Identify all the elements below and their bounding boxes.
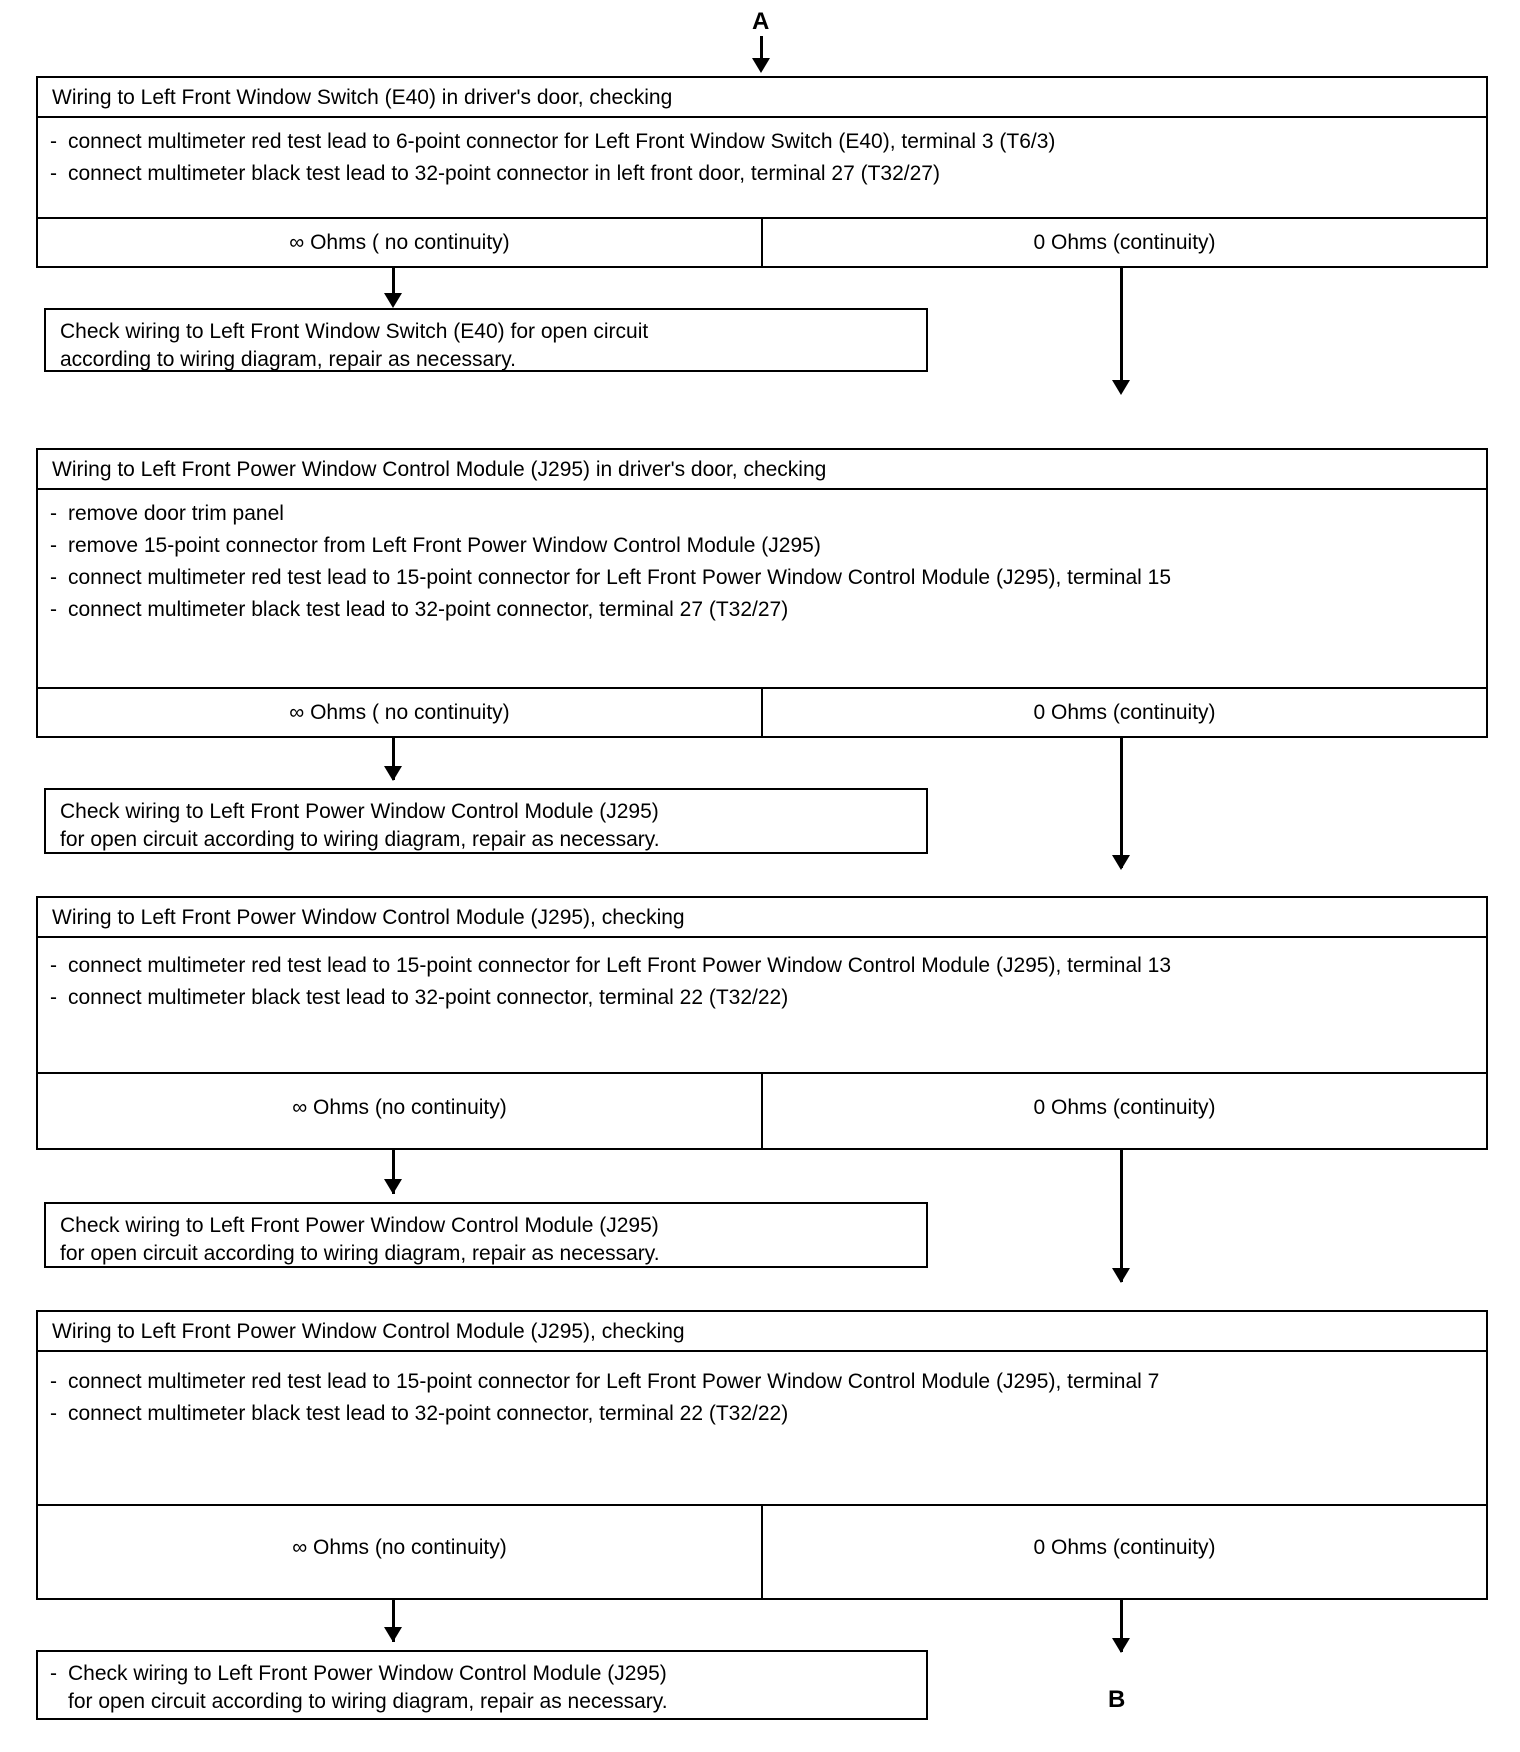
- node-control-module-7-check: [36, 1310, 1488, 1600]
- node8-bullet-2: for open circuit according to wiring diagram, repair as necessary.: [68, 1689, 668, 1713]
- node3-bullet-3: - connect multimeter red test lead to 15-point connector for Left Front Power Window Control Module (J295), terminal 15: [50, 564, 1476, 592]
- arrowhead-node7-left: [384, 1627, 402, 1642]
- node-window-switch-check: [36, 76, 1488, 268]
- node7-results: [38, 1504, 1486, 1598]
- arrowhead-a-to-node1: [752, 58, 770, 73]
- node1-bullet-2: - connect multimeter black test lead to 32-point connector in left front door, terminal 27 (T32/27): [50, 160, 1476, 188]
- connector-node1-right-to-node3: [1120, 268, 1123, 388]
- arrowhead-node7-right: [1112, 1638, 1130, 1653]
- bullet-dash-icon: -: [50, 986, 57, 1010]
- connector-node3-right-to-node5: [1120, 738, 1123, 868]
- node-check-wiring-switch: [44, 308, 928, 372]
- node3-body: [38, 490, 1486, 636]
- node3-header: Wiring to Left Front Power Window Control Module (J295) in driver's door, checking: [38, 450, 1486, 490]
- node1-header: Wiring to Left Front Window Switch (E40) in driver's door, checking: [38, 78, 1486, 118]
- node7-header: Wiring to Left Front Power Window Control Module (J295), checking: [38, 1312, 1486, 1352]
- bullet-dash-icon: -: [50, 534, 57, 558]
- node3-bullet-1: - remove door trim panel: [50, 500, 1476, 528]
- bullet-dash-icon: -: [50, 130, 57, 154]
- node5-bullet-2: - connect multimeter black test lead to 32-point connector, terminal 22 (T32/22): [50, 984, 1476, 1012]
- node3-bullet-4: - connect multimeter black test lead to 32-point connector, terminal 27 (T32/27): [50, 596, 1476, 624]
- arrowhead-node3-left: [384, 766, 402, 781]
- node7-bullet-2: - connect multimeter black test lead to 32-point connector, terminal 22 (T32/22): [50, 1400, 1476, 1428]
- entry-label-a: A: [752, 8, 770, 35]
- node7-result-left: ∞ Ohms (no continuity): [38, 1506, 763, 1598]
- bullet-dash-icon: -: [50, 954, 57, 978]
- arrowhead-node1-right: [1112, 380, 1130, 395]
- node4-line-1: Check wiring to Left Front Power Window Control Module (J295): [60, 800, 659, 823]
- node3-result-right: 0 Ohms (continuity): [1033, 701, 1216, 724]
- node2-line-1: Check wiring to Left Front Window Switch (E40) for open circuit: [60, 320, 649, 343]
- node3-results: [38, 687, 1486, 736]
- node4-line-2: for open circuit according to wiring diagram, repair as necessary.: [60, 827, 660, 851]
- arrowhead-node1-left: [384, 293, 402, 308]
- node1-result-right: 0 Ohms (continuity): [1033, 231, 1216, 254]
- node5-header: Wiring to Left Front Power Window Control Module (J295), checking: [38, 898, 1486, 938]
- node6-line-2: for open circuit according to wiring diagram, repair as necessary.: [60, 1241, 660, 1265]
- bullet-dash-icon: -: [50, 502, 57, 526]
- node-check-wiring-module-7: [36, 1650, 928, 1720]
- exit-label-b: B: [1108, 1686, 1126, 1713]
- node1-body: [38, 118, 1486, 200]
- arrowhead-node5-left: [384, 1179, 402, 1194]
- node7-result-right: 0 Ohms (continuity): [1033, 1536, 1216, 1559]
- node-check-wiring-module-15: [44, 788, 928, 854]
- node1-result-left: ∞ Ohms ( no continuity): [38, 219, 763, 266]
- connector-node5-right-to-node7: [1120, 1150, 1123, 1282]
- bullet-dash-icon: -: [50, 162, 57, 186]
- bullet-dash-icon: -: [50, 1402, 57, 1426]
- node7-body: [38, 1352, 1486, 1440]
- node5-result-right: 0 Ohms (continuity): [1033, 1096, 1216, 1119]
- bullet-dash-icon: -: [50, 566, 57, 590]
- node5-result-left: ∞ Ohms (no continuity): [38, 1074, 763, 1148]
- node3-bullet-2: - remove 15-point connector from Left Front Power Window Control Module (J295): [50, 532, 1476, 560]
- node5-bullet-1: - connect multimeter red test lead to 15-point connector for Left Front Power Window Control Module (J295), terminal 13: [50, 952, 1476, 980]
- node2-line-2: according to wiring diagram, repair as necessary.: [60, 347, 516, 371]
- bullet-dash-icon: -: [50, 1662, 57, 1685]
- bullet-dash-icon: -: [50, 597, 57, 621]
- node7-bullet-1: - connect multimeter red test lead to 15-point connector for Left Front Power Window Control Module (J295), terminal 7: [50, 1368, 1476, 1396]
- node8-bullet-1: - Check wiring to Left Front Power Window Control Module (J295): [50, 1660, 916, 1688]
- bullet-dash-icon: -: [50, 1370, 57, 1394]
- node-control-module-13-check: [36, 896, 1488, 1150]
- arrowhead-node5-right: [1112, 1268, 1130, 1283]
- node5-results: [38, 1072, 1486, 1148]
- node1-results: [38, 217, 1486, 266]
- node-check-wiring-module-13: [44, 1202, 928, 1268]
- arrowhead-node3-right: [1112, 855, 1130, 870]
- node5-body: [38, 938, 1486, 1024]
- node3-result-left: ∞ Ohms ( no continuity): [38, 689, 763, 736]
- node-control-module-15-check: [36, 448, 1488, 738]
- node6-line-1: Check wiring to Left Front Power Window Control Module (J295): [60, 1214, 659, 1237]
- node1-bullet-1: - connect multimeter red test lead to 6-point connector for Left Front Window Switch (E40), terminal 3 (T6/3): [50, 128, 1476, 156]
